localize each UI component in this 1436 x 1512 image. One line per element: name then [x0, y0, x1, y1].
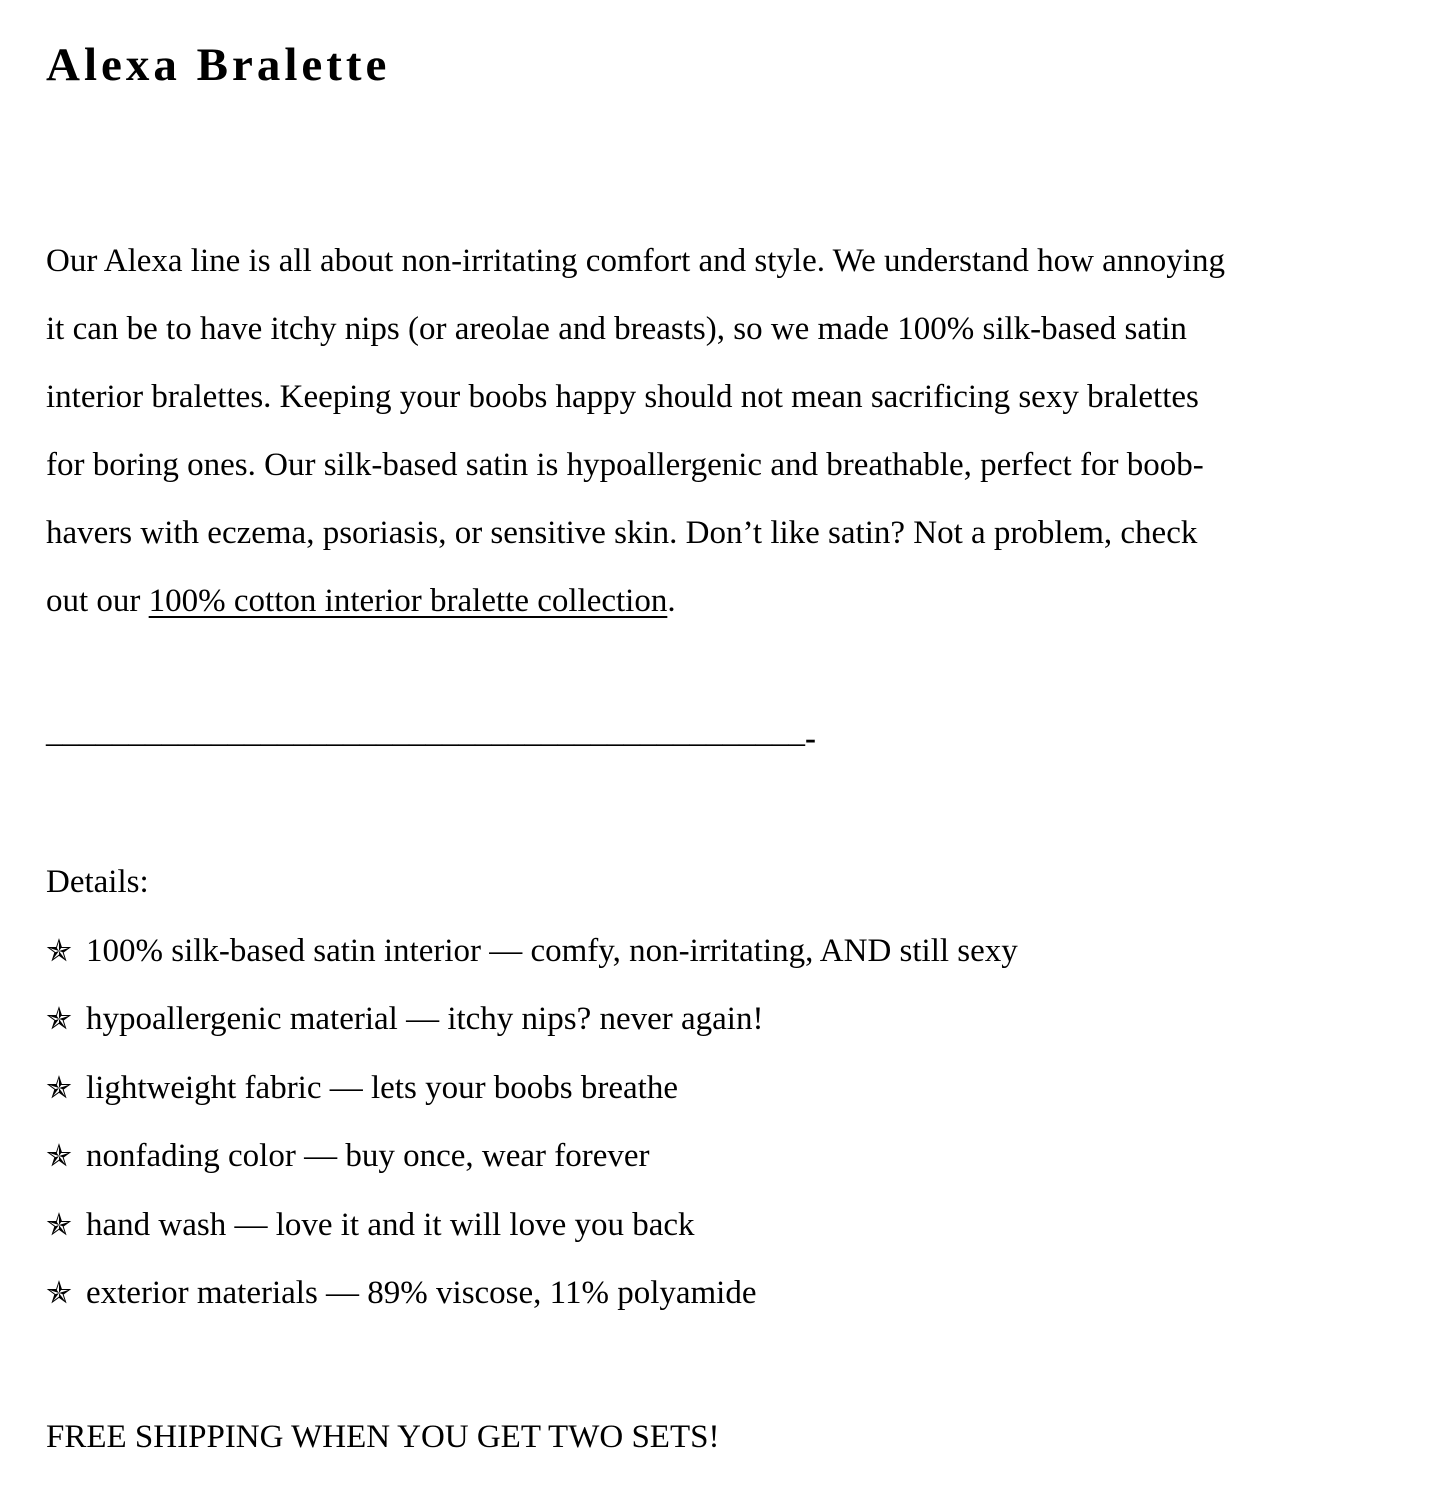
star-icon: ✯ [46, 1206, 72, 1243]
list-item-text: nonfading color — buy once, wear forever [85, 1138, 650, 1174]
details-section [46, 848, 1390, 1328]
free-shipping-note: FREE SHIPPING WHEN YOU GET TWO SETS! [46, 1418, 720, 1455]
list-item-text: hand wash — love it and it will love you back [85, 1206, 695, 1243]
star-icon: ✯ [46, 1001, 72, 1037]
list-item [46, 1259, 1390, 1328]
paragraph-line: for boring ones. Our silk-based satin is hypoallergenic and breathable, perfect for boob- [46, 447, 1204, 483]
star-icon: ✯ [46, 1275, 72, 1311]
divider-tail-dash: - [805, 721, 816, 757]
divider-underscores: ______________________________________________ [46, 714, 805, 750]
list-item-text: 100% silk-based satin interior — comfy, non-irritating, AND still sexy [85, 932, 1018, 969]
paragraph-line: interior bralettes. Keeping your boobs happy should not mean sacrificing sexy bralettes [46, 379, 1199, 415]
star-icon: ✯ [46, 1069, 72, 1106]
paragraph-text: . [667, 583, 676, 619]
list-item-text: exterior materials — 89% viscose, 11% polyamide [85, 1275, 757, 1311]
star-icon: ✯ [46, 1138, 72, 1174]
paragraph-line: havers with eczema, psoriasis, or sensitive skin. Don’t like satin? Not a problem, check [46, 515, 1198, 551]
list-item-text: lightweight fabric — lets your boobs breathe [85, 1069, 679, 1106]
star-icon: ✯ [46, 932, 72, 969]
list-item [46, 985, 1390, 1054]
paragraph-line: it can be to have itchy nips (or areolae and breasts), so we made 100% silk-based satin [46, 311, 1187, 347]
paragraph-line [46, 567, 1390, 635]
paragraph-line: Our Alexa line is all about non-irritating comfort and style. We understand how annoying [46, 243, 1225, 279]
cotton-collection-link[interactable]: 100% cotton interior bralette collection [148, 583, 668, 619]
paragraph-text: out our [46, 583, 149, 619]
divider-line [46, 698, 1390, 766]
list-item-text: hypoallergenic material — itchy nips? never again! [85, 1001, 764, 1037]
intro-paragraph [46, 227, 1390, 635]
list-item [46, 1191, 1390, 1260]
details-heading: Details: [46, 864, 149, 900]
page-title: Alexa Bralette [46, 39, 391, 91]
list-item [46, 917, 1390, 986]
list-item [46, 1054, 1390, 1123]
list-item [46, 1122, 1390, 1191]
